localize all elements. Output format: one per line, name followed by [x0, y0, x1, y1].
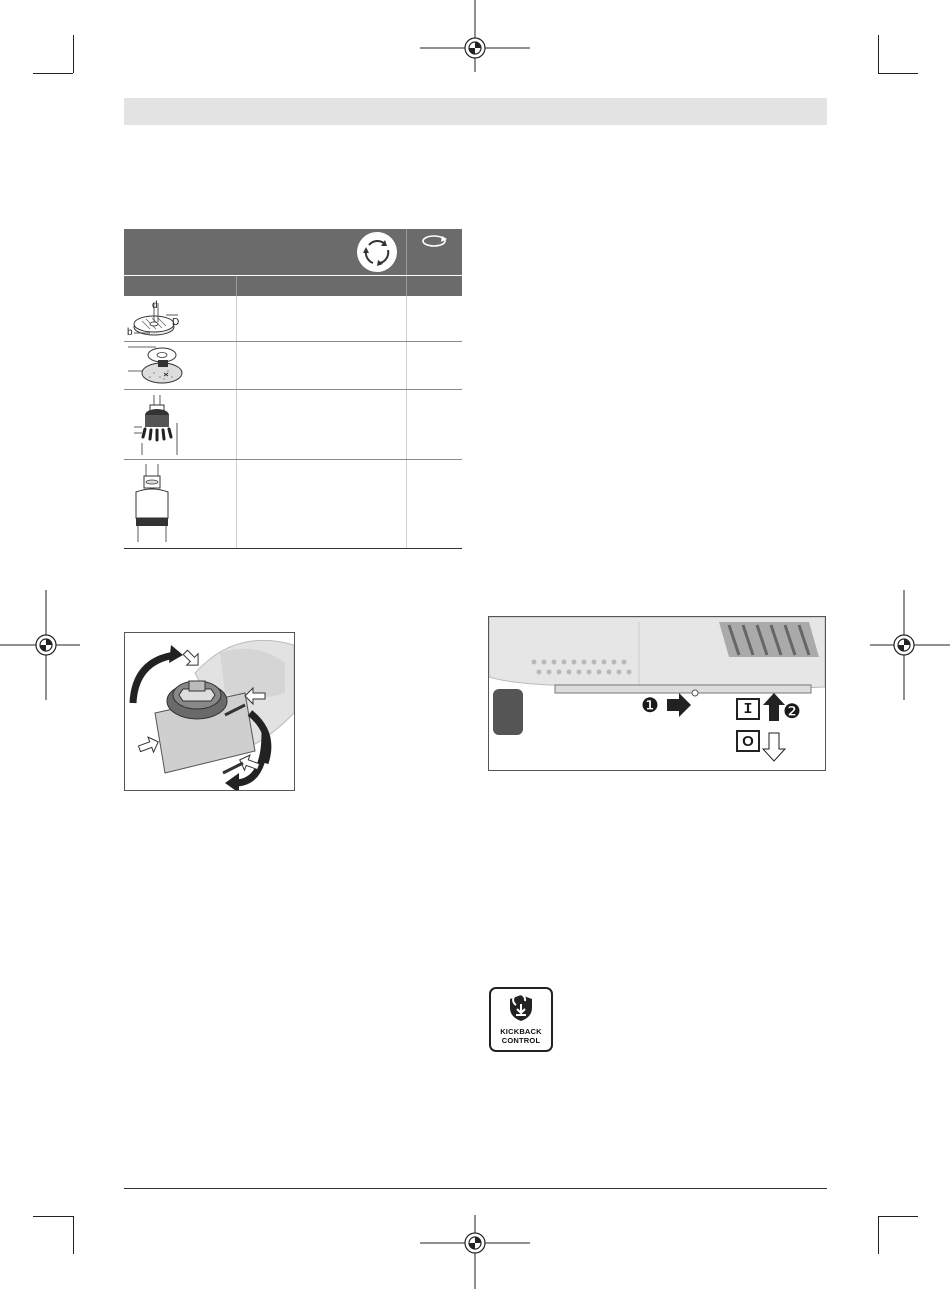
- printer-registration-mark-icon: [870, 590, 950, 700]
- table-column-divider: [406, 296, 407, 549]
- printer-registration-mark-icon: [420, 1215, 530, 1289]
- table-subheader: [124, 276, 462, 296]
- crop-mark: [878, 35, 879, 73]
- crop-mark: [33, 73, 73, 74]
- crop-mark: [878, 1216, 879, 1254]
- page-footer-rule: [124, 1188, 827, 1189]
- table-row: [124, 297, 236, 341]
- core-bit-icon: [124, 462, 184, 546]
- table-column-divider: [236, 296, 237, 549]
- table-subheader-divider: [406, 276, 407, 296]
- dimension-label-b: b: [127, 327, 133, 338]
- table-header: [124, 229, 462, 275]
- step-1-marker: ❶: [641, 695, 659, 717]
- rotation-direction-icon: [420, 233, 450, 249]
- guard-adjustment-figure: [124, 632, 295, 791]
- cup-brush-icon: [124, 393, 184, 457]
- cutting-disc-icon: [124, 343, 184, 387]
- table-header-divider: [406, 229, 407, 275]
- switch-operation-figure: [488, 616, 826, 771]
- page-header-band: [124, 98, 827, 125]
- on-symbol: I: [743, 701, 753, 718]
- table-row-rule: [124, 341, 462, 342]
- table-row-rule: [124, 459, 462, 460]
- table-subheader-divider: [236, 276, 237, 296]
- crop-mark: [73, 1216, 74, 1254]
- crop-mark: [33, 1216, 73, 1217]
- off-symbol: O: [742, 733, 754, 750]
- dimension-label-d: d: [152, 300, 158, 311]
- guard-adjustment-illustration: [125, 633, 294, 790]
- badge-line-2: CONTROL: [501, 1036, 541, 1045]
- crop-mark: [878, 73, 918, 74]
- table-row-rule: [124, 548, 462, 549]
- recycle-icon: [356, 231, 398, 273]
- crop-mark: [73, 35, 74, 73]
- crop-mark: [878, 1216, 918, 1217]
- table-row-rule: [124, 389, 462, 390]
- printer-registration-mark-icon: [420, 0, 530, 72]
- printer-registration-mark-icon: [0, 590, 80, 700]
- step-2-marker: ❷: [783, 701, 801, 723]
- kickback-shield-icon: [506, 993, 536, 1023]
- badge-line-1: KICKBACK: [500, 1027, 542, 1036]
- kickback-control-badge: [489, 987, 553, 1052]
- dimension-label-D: D: [172, 317, 180, 328]
